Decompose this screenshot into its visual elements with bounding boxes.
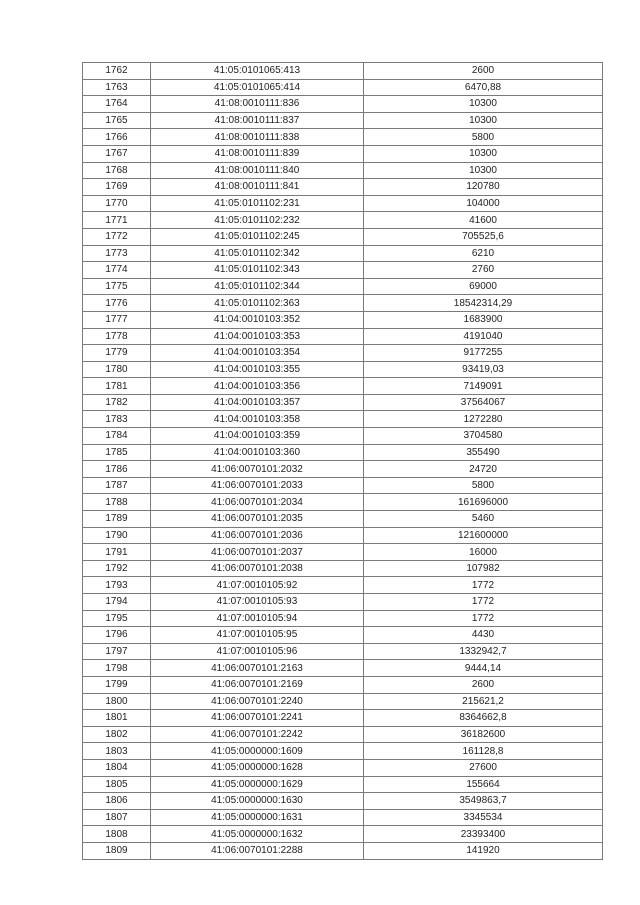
cadastral-value-cell: 9444,14 bbox=[364, 660, 603, 677]
cadastral-value-cell: 2600 bbox=[364, 63, 603, 80]
table-row bbox=[83, 643, 603, 660]
cadastral-value-cell: 104000 bbox=[364, 195, 603, 212]
cadastral-value-cell: 141920 bbox=[364, 842, 603, 859]
row-number-cell: 1776 bbox=[83, 295, 151, 312]
cadastral-number-cell: 41:05:0000000:1630 bbox=[151, 793, 364, 810]
cadastral-number-cell: 41:07:0010105:96 bbox=[151, 643, 364, 660]
row-number-cell: 1774 bbox=[83, 262, 151, 279]
table-row bbox=[83, 361, 603, 378]
row-number-cell: 1770 bbox=[83, 195, 151, 212]
cadastral-number-cell: 41:04:0010103:359 bbox=[151, 428, 364, 445]
table-row bbox=[83, 511, 603, 528]
table-row bbox=[83, 145, 603, 162]
cadastral-number-cell: 41:05:0101102:343 bbox=[151, 262, 364, 279]
row-number-cell: 1775 bbox=[83, 278, 151, 295]
cadastral-value-cell: 6470,88 bbox=[364, 79, 603, 96]
table-row bbox=[83, 494, 603, 511]
cadastral-value-cell: 5460 bbox=[364, 511, 603, 528]
row-number-cell: 1762 bbox=[83, 63, 151, 80]
cadastral-number-cell: 41:05:0000000:1629 bbox=[151, 776, 364, 793]
cadastral-number-cell: 41:06:0070101:2241 bbox=[151, 710, 364, 727]
cadastral-value-cell: 37564067 bbox=[364, 394, 603, 411]
cadastral-number-cell: 41:05:0000000:1632 bbox=[151, 826, 364, 843]
table-row bbox=[83, 743, 603, 760]
cadastral-number-cell: 41:06:0070101:2035 bbox=[151, 511, 364, 528]
cadastral-number-cell: 41:06:0070101:2032 bbox=[151, 461, 364, 478]
row-number-cell: 1773 bbox=[83, 245, 151, 262]
cadastral-number-cell: 41:06:0070101:2037 bbox=[151, 544, 364, 561]
cadastral-number-cell: 41:04:0010103:353 bbox=[151, 328, 364, 345]
cadastral-number-cell: 41:05:0101102:232 bbox=[151, 212, 364, 229]
cadastral-number-cell: 41:04:0010103:360 bbox=[151, 444, 364, 461]
cadastral-value-cell: 10300 bbox=[364, 145, 603, 162]
cadastral-value-cell: 7149091 bbox=[364, 378, 603, 395]
cadastral-value-cell: 215621,2 bbox=[364, 693, 603, 710]
cadastral-number-cell: 41:06:0070101:2163 bbox=[151, 660, 364, 677]
row-number-cell: 1771 bbox=[83, 212, 151, 229]
cadastral-number-cell: 41:08:0010111:838 bbox=[151, 129, 364, 146]
cadastral-number-cell: 41:05:0101102:231 bbox=[151, 195, 364, 212]
cadastral-value-cell: 24720 bbox=[364, 461, 603, 478]
row-number-cell: 1784 bbox=[83, 428, 151, 445]
row-number-cell: 1782 bbox=[83, 394, 151, 411]
table-row bbox=[83, 278, 603, 295]
cadastral-number-cell: 41:05:0000000:1628 bbox=[151, 759, 364, 776]
table-row bbox=[83, 311, 603, 328]
table-row bbox=[83, 776, 603, 793]
cadastral-value-cell: 10300 bbox=[364, 112, 603, 129]
table-row bbox=[83, 378, 603, 395]
cadastral-number-cell: 41:07:0010105:92 bbox=[151, 577, 364, 594]
cadastral-value-cell: 16000 bbox=[364, 544, 603, 561]
cadastral-number-cell: 41:06:0070101:2033 bbox=[151, 477, 364, 494]
table-row bbox=[83, 63, 603, 80]
table-row bbox=[83, 112, 603, 129]
cadastral-value-cell: 3345534 bbox=[364, 809, 603, 826]
row-number-cell: 1793 bbox=[83, 577, 151, 594]
cadastral-value-table bbox=[82, 62, 603, 860]
table-row bbox=[83, 726, 603, 743]
row-number-cell: 1800 bbox=[83, 693, 151, 710]
cadastral-value-cell: 69000 bbox=[364, 278, 603, 295]
row-number-cell: 1778 bbox=[83, 328, 151, 345]
row-number-cell: 1786 bbox=[83, 461, 151, 478]
row-number-cell: 1787 bbox=[83, 477, 151, 494]
table-row bbox=[83, 461, 603, 478]
cadastral-value-cell: 4191040 bbox=[364, 328, 603, 345]
cadastral-number-cell: 41:05:0101065:413 bbox=[151, 63, 364, 80]
cadastral-number-cell: 41:05:0101102:342 bbox=[151, 245, 364, 262]
row-number-cell: 1791 bbox=[83, 544, 151, 561]
cadastral-value-cell: 27600 bbox=[364, 759, 603, 776]
table-row bbox=[83, 129, 603, 146]
cadastral-number-cell: 41:06:0070101:2034 bbox=[151, 494, 364, 511]
row-number-cell: 1779 bbox=[83, 345, 151, 362]
row-number-cell: 1808 bbox=[83, 826, 151, 843]
cadastral-number-cell: 41:05:0000000:1609 bbox=[151, 743, 364, 760]
cadastral-value-cell: 120780 bbox=[364, 179, 603, 196]
cadastral-value-cell: 1683900 bbox=[364, 311, 603, 328]
cadastral-number-cell: 41:07:0010105:93 bbox=[151, 594, 364, 611]
row-number-cell: 1785 bbox=[83, 444, 151, 461]
cadastral-value-cell: 6210 bbox=[364, 245, 603, 262]
cadastral-value-cell: 1772 bbox=[364, 610, 603, 627]
cadastral-value-cell: 9177255 bbox=[364, 345, 603, 362]
cadastral-value-cell: 23393400 bbox=[364, 826, 603, 843]
table-row bbox=[83, 245, 603, 262]
table-row bbox=[83, 577, 603, 594]
cadastral-number-cell: 41:07:0010105:94 bbox=[151, 610, 364, 627]
row-number-cell: 1805 bbox=[83, 776, 151, 793]
table-row bbox=[83, 594, 603, 611]
table-row bbox=[83, 96, 603, 113]
cadastral-value-cell: 1332942,7 bbox=[364, 643, 603, 660]
table-row bbox=[83, 676, 603, 693]
row-number-cell: 1803 bbox=[83, 743, 151, 760]
table-row bbox=[83, 295, 603, 312]
table-row bbox=[83, 345, 603, 362]
cadastral-number-cell: 41:05:0101102:245 bbox=[151, 228, 364, 245]
row-number-cell: 1767 bbox=[83, 145, 151, 162]
row-number-cell: 1790 bbox=[83, 527, 151, 544]
cadastral-value-cell: 3704580 bbox=[364, 428, 603, 445]
table-row bbox=[83, 610, 603, 627]
table-row bbox=[83, 79, 603, 96]
cadastral-value-cell: 155664 bbox=[364, 776, 603, 793]
cadastral-number-cell: 41:08:0010111:836 bbox=[151, 96, 364, 113]
table-row bbox=[83, 228, 603, 245]
row-number-cell: 1792 bbox=[83, 560, 151, 577]
cadastral-value-cell: 107982 bbox=[364, 560, 603, 577]
table-row bbox=[83, 179, 603, 196]
table-row bbox=[83, 793, 603, 810]
row-number-cell: 1766 bbox=[83, 129, 151, 146]
table-row bbox=[83, 560, 603, 577]
table-row bbox=[83, 212, 603, 229]
cadastral-number-cell: 41:08:0010111:840 bbox=[151, 162, 364, 179]
cadastral-value-cell: 5800 bbox=[364, 477, 603, 494]
cadastral-number-cell: 41:05:0101102:344 bbox=[151, 278, 364, 295]
table-row bbox=[83, 328, 603, 345]
cadastral-number-cell: 41:05:0000000:1631 bbox=[151, 809, 364, 826]
table-row bbox=[83, 627, 603, 644]
table-row bbox=[83, 826, 603, 843]
row-number-cell: 1795 bbox=[83, 610, 151, 627]
cadastral-number-cell: 41:06:0070101:2169 bbox=[151, 676, 364, 693]
cadastral-number-cell: 41:06:0070101:2036 bbox=[151, 527, 364, 544]
cadastral-value-cell: 18542314,29 bbox=[364, 295, 603, 312]
row-number-cell: 1807 bbox=[83, 809, 151, 826]
table-body bbox=[83, 63, 603, 860]
row-number-cell: 1781 bbox=[83, 378, 151, 395]
table-row bbox=[83, 527, 603, 544]
row-number-cell: 1809 bbox=[83, 842, 151, 859]
row-number-cell: 1806 bbox=[83, 793, 151, 810]
cadastral-value-cell: 1772 bbox=[364, 577, 603, 594]
row-number-cell: 1799 bbox=[83, 676, 151, 693]
table-row bbox=[83, 809, 603, 826]
row-number-cell: 1796 bbox=[83, 627, 151, 644]
table-row bbox=[83, 262, 603, 279]
cadastral-value-cell: 4430 bbox=[364, 627, 603, 644]
cadastral-value-cell: 5800 bbox=[364, 129, 603, 146]
cadastral-value-cell: 8364662,8 bbox=[364, 710, 603, 727]
cadastral-value-cell: 2760 bbox=[364, 262, 603, 279]
table-row bbox=[83, 394, 603, 411]
cadastral-number-cell: 41:06:0070101:2288 bbox=[151, 842, 364, 859]
row-number-cell: 1798 bbox=[83, 660, 151, 677]
row-number-cell: 1763 bbox=[83, 79, 151, 96]
cadastral-number-cell: 41:04:0010103:355 bbox=[151, 361, 364, 378]
cadastral-number-cell: 41:06:0070101:2038 bbox=[151, 560, 364, 577]
cadastral-value-cell: 705525,6 bbox=[364, 228, 603, 245]
cadastral-value-cell: 161128,8 bbox=[364, 743, 603, 760]
cadastral-value-cell: 2600 bbox=[364, 676, 603, 693]
cadastral-number-cell: 41:04:0010103:356 bbox=[151, 378, 364, 395]
cadastral-value-cell: 10300 bbox=[364, 162, 603, 179]
cadastral-value-cell: 93419,03 bbox=[364, 361, 603, 378]
table-row bbox=[83, 693, 603, 710]
cadastral-number-cell: 41:07:0010105:95 bbox=[151, 627, 364, 644]
cadastral-number-cell: 41:05:0101102:363 bbox=[151, 295, 364, 312]
cadastral-value-cell: 355490 bbox=[364, 444, 603, 461]
cadastral-value-cell: 1772 bbox=[364, 594, 603, 611]
cadastral-number-cell: 41:06:0070101:2242 bbox=[151, 726, 364, 743]
cadastral-value-cell: 41600 bbox=[364, 212, 603, 229]
table-row bbox=[83, 444, 603, 461]
row-number-cell: 1797 bbox=[83, 643, 151, 660]
row-number-cell: 1801 bbox=[83, 710, 151, 727]
cadastral-number-cell: 41:04:0010103:354 bbox=[151, 345, 364, 362]
row-number-cell: 1788 bbox=[83, 494, 151, 511]
row-number-cell: 1804 bbox=[83, 759, 151, 776]
table-row bbox=[83, 477, 603, 494]
table-row bbox=[83, 162, 603, 179]
table-row bbox=[83, 759, 603, 776]
table-row bbox=[83, 660, 603, 677]
cadastral-value-cell: 3549863,7 bbox=[364, 793, 603, 810]
cadastral-number-cell: 41:04:0010103:352 bbox=[151, 311, 364, 328]
row-number-cell: 1794 bbox=[83, 594, 151, 611]
row-number-cell: 1789 bbox=[83, 511, 151, 528]
row-number-cell: 1783 bbox=[83, 411, 151, 428]
row-number-cell: 1777 bbox=[83, 311, 151, 328]
row-number-cell: 1802 bbox=[83, 726, 151, 743]
row-number-cell: 1765 bbox=[83, 112, 151, 129]
cadastral-value-cell: 36182600 bbox=[364, 726, 603, 743]
cadastral-number-cell: 41:06:0070101:2240 bbox=[151, 693, 364, 710]
table-row bbox=[83, 195, 603, 212]
cadastral-number-cell: 41:04:0010103:358 bbox=[151, 411, 364, 428]
cadastral-value-cell: 10300 bbox=[364, 96, 603, 113]
row-number-cell: 1772 bbox=[83, 228, 151, 245]
cadastral-value-cell: 161696000 bbox=[364, 494, 603, 511]
row-number-cell: 1768 bbox=[83, 162, 151, 179]
table-row bbox=[83, 842, 603, 859]
table-row bbox=[83, 544, 603, 561]
table-row bbox=[83, 411, 603, 428]
table-row bbox=[83, 710, 603, 727]
cadastral-number-cell: 41:04:0010103:357 bbox=[151, 394, 364, 411]
row-number-cell: 1780 bbox=[83, 361, 151, 378]
row-number-cell: 1769 bbox=[83, 179, 151, 196]
cadastral-value-cell: 1272280 bbox=[364, 411, 603, 428]
cadastral-number-cell: 41:05:0101065:414 bbox=[151, 79, 364, 96]
cadastral-number-cell: 41:08:0010111:837 bbox=[151, 112, 364, 129]
table-row bbox=[83, 428, 603, 445]
cadastral-value-cell: 121600000 bbox=[364, 527, 603, 544]
row-number-cell: 1764 bbox=[83, 96, 151, 113]
cadastral-number-cell: 41:08:0010111:841 bbox=[151, 179, 364, 196]
cadastral-number-cell: 41:08:0010111:839 bbox=[151, 145, 364, 162]
